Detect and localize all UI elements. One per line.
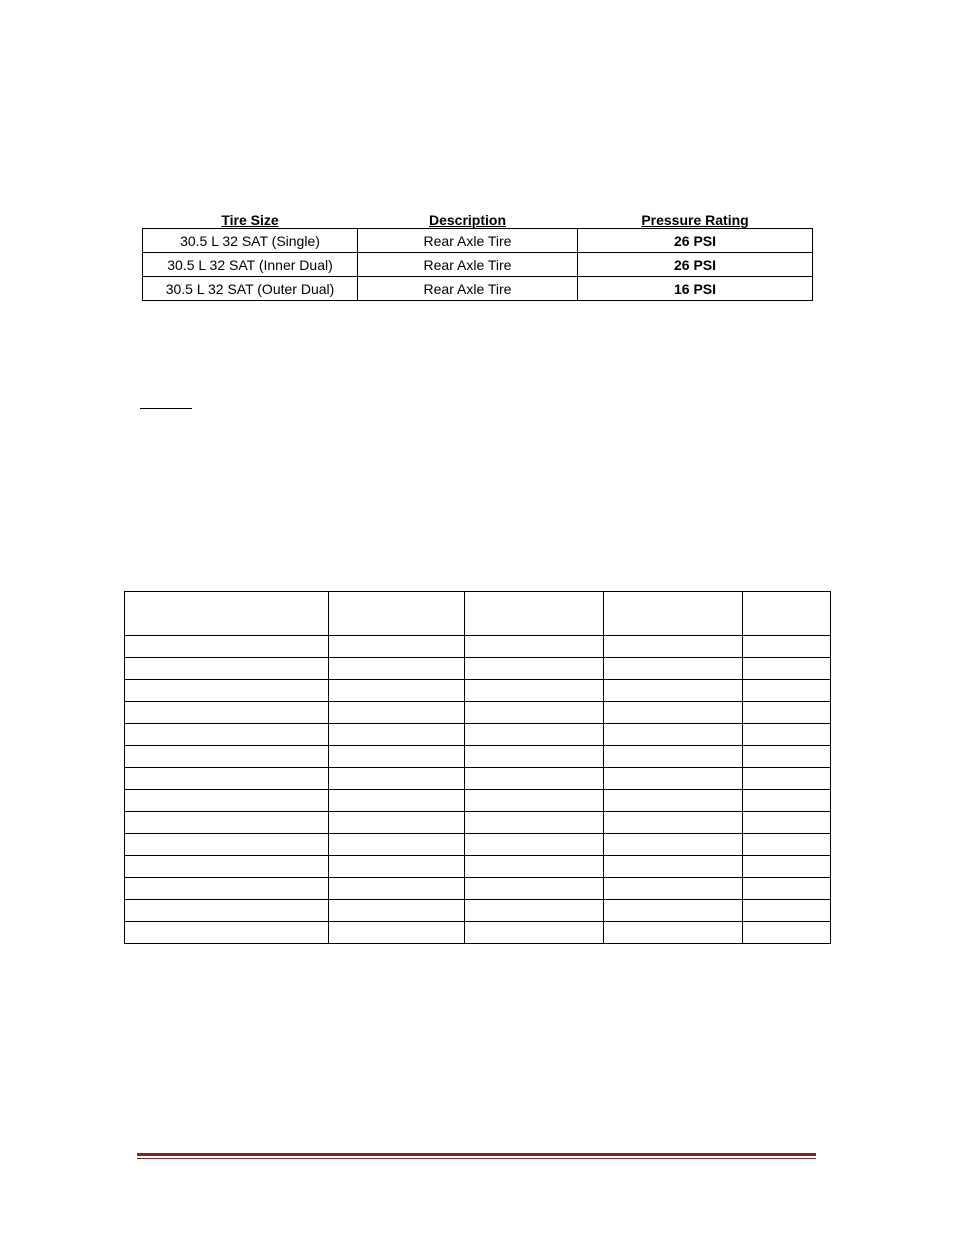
- blank-cell: [465, 812, 604, 834]
- blank-cell: [604, 900, 743, 922]
- blank-cell: [604, 680, 743, 702]
- blank-cell: [743, 856, 831, 878]
- footer-rule: [137, 1153, 816, 1156]
- blank-cell: [743, 724, 831, 746]
- blank-cell: [604, 746, 743, 768]
- blank-cell: [465, 768, 604, 790]
- blank-record-table: [124, 591, 831, 944]
- description-cell: Rear Axle Tire: [358, 277, 578, 301]
- table-header-row: [143, 206, 813, 229]
- blank-row: [125, 658, 831, 680]
- table-row: [143, 229, 813, 253]
- blank-row: [125, 834, 831, 856]
- blank-cell: [125, 834, 329, 856]
- blank-cell: [125, 922, 329, 944]
- blank-row: [125, 768, 831, 790]
- blank-row: [125, 812, 831, 834]
- blank-cell: [329, 878, 465, 900]
- blank-cell: [329, 790, 465, 812]
- blank-cell: [329, 768, 465, 790]
- blank-cell: [125, 878, 329, 900]
- blank-cell: [329, 856, 465, 878]
- blank-cell: [465, 592, 604, 636]
- blank-cell: [465, 900, 604, 922]
- blank-cell: [465, 658, 604, 680]
- blank-cell: [604, 702, 743, 724]
- blank-cell: [604, 790, 743, 812]
- blank-cell: [465, 746, 604, 768]
- blank-cell: [743, 922, 831, 944]
- blank-cell: [465, 878, 604, 900]
- blank-cell: [604, 856, 743, 878]
- blank-cell: [604, 724, 743, 746]
- table-row: [143, 253, 813, 277]
- blank-cell: [329, 658, 465, 680]
- blank-cell: [329, 900, 465, 922]
- blank-cell: [125, 592, 329, 636]
- blank-cell: [604, 768, 743, 790]
- blank-cell: [743, 900, 831, 922]
- blank-cell: [329, 680, 465, 702]
- description-cell: Rear Axle Tire: [358, 253, 578, 277]
- blank-cell: [125, 680, 329, 702]
- blank-cell: [604, 658, 743, 680]
- pressure-cell: 16 PSI: [578, 277, 813, 301]
- blank-cell: [604, 922, 743, 944]
- blank-cell: [125, 702, 329, 724]
- blank-row: [125, 724, 831, 746]
- blank-cell: [329, 922, 465, 944]
- blank-cell: [329, 834, 465, 856]
- blank-cell: [125, 856, 329, 878]
- blank-cell: [125, 768, 329, 790]
- pressure-cell: 26 PSI: [578, 253, 813, 277]
- underline-mark: [140, 408, 192, 409]
- blank-cell: [465, 834, 604, 856]
- blank-row: [125, 680, 831, 702]
- blank-cell: [604, 592, 743, 636]
- blank-cell: [465, 856, 604, 878]
- blank-cell: [743, 592, 831, 636]
- blank-cell: [604, 878, 743, 900]
- blank-cell: [329, 636, 465, 658]
- blank-cell: [743, 636, 831, 658]
- blank-cell: [604, 834, 743, 856]
- table-row: [143, 277, 813, 301]
- blank-row: [125, 922, 831, 944]
- header-tire-size: Tire Size: [221, 212, 279, 228]
- blank-cell: [465, 636, 604, 658]
- blank-cell: [743, 878, 831, 900]
- blank-row: [125, 856, 831, 878]
- blank-cell: [329, 812, 465, 834]
- blank-row: [125, 746, 831, 768]
- blank-cell: [465, 790, 604, 812]
- blank-cell: [743, 680, 831, 702]
- blank-cell: [125, 812, 329, 834]
- tire-size-cell: 30.5 L 32 SAT (Inner Dual): [143, 253, 358, 277]
- blank-cell: [125, 900, 329, 922]
- blank-cell: [743, 790, 831, 812]
- blank-row: [125, 900, 831, 922]
- blank-cell: [465, 922, 604, 944]
- description-cell: Rear Axle Tire: [358, 229, 578, 253]
- blank-cell: [329, 746, 465, 768]
- blank-row: [125, 878, 831, 900]
- blank-cell: [125, 724, 329, 746]
- blank-row: [125, 636, 831, 658]
- blank-cell: [125, 636, 329, 658]
- pressure-cell: 26 PSI: [578, 229, 813, 253]
- header-description: Description: [428, 212, 506, 228]
- blank-cell: [125, 658, 329, 680]
- tire-size-cell: 30.5 L 32 SAT (Single): [143, 229, 358, 253]
- blank-cell: [743, 658, 831, 680]
- blank-cell: [465, 680, 604, 702]
- header-pressure-rating: Pressure Rating: [641, 212, 749, 228]
- blank-cell: [743, 702, 831, 724]
- tire-size-cell: 30.5 L 32 SAT (Outer Dual): [143, 277, 358, 301]
- blank-cell: [465, 702, 604, 724]
- blank-cell: [329, 702, 465, 724]
- blank-cell: [743, 812, 831, 834]
- blank-row: [125, 790, 831, 812]
- blank-cell: [329, 592, 465, 636]
- blank-cell: [125, 790, 329, 812]
- blank-cell: [125, 746, 329, 768]
- blank-cell: [604, 812, 743, 834]
- tire-pressure-table: [142, 206, 813, 301]
- blank-header-row: [125, 592, 831, 636]
- blank-row: [125, 702, 831, 724]
- blank-cell: [604, 636, 743, 658]
- blank-cell: [329, 724, 465, 746]
- blank-cell: [465, 724, 604, 746]
- blank-cell: [743, 746, 831, 768]
- blank-cell: [743, 834, 831, 856]
- footer-rule-thin: [137, 1158, 816, 1159]
- blank-cell: [743, 768, 831, 790]
